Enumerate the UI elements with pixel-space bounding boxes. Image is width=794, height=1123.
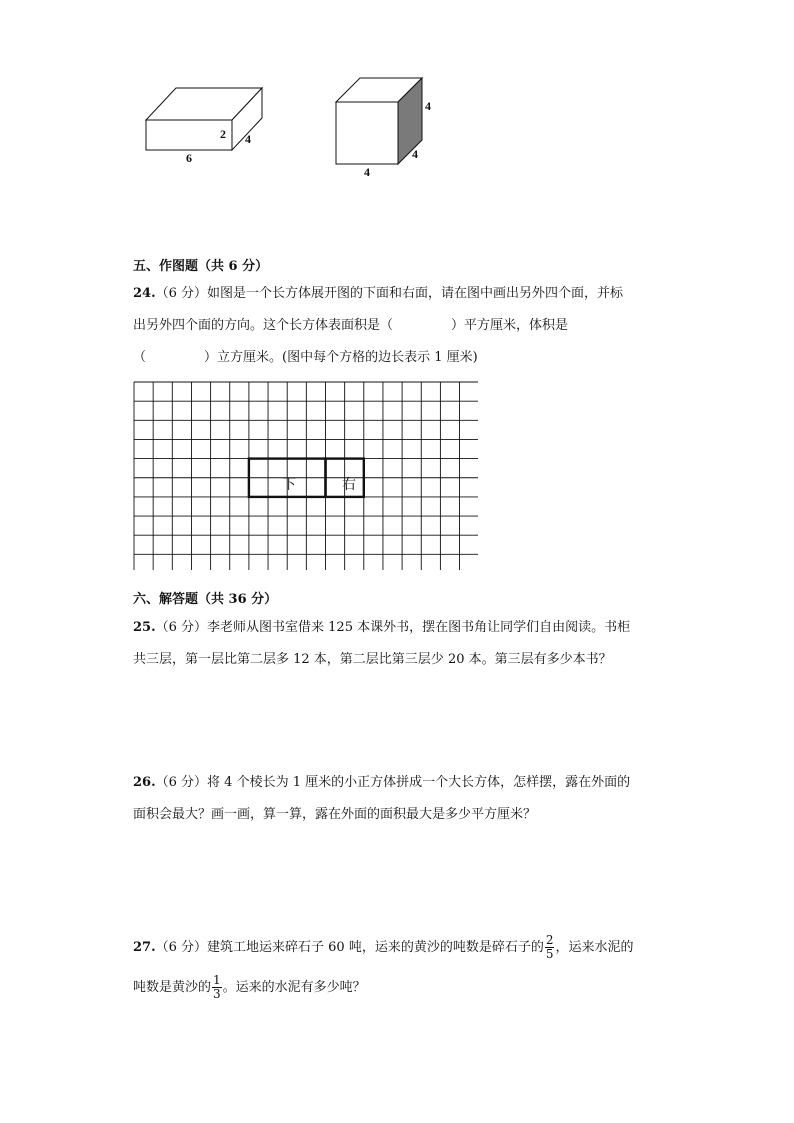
q24-line-3: （ ）立方厘米。(图中每个方格的边长表示 1 厘米) bbox=[133, 350, 478, 365]
q25-line-1: 25.（6 分）李老师从图书室借来 125 本课外书，摆在图书角让同学们自由阅读。书柜 bbox=[133, 620, 631, 635]
cube-depth-label: 4 bbox=[412, 147, 418, 161]
q25-line-2: 共三层，第一层比第二层多 12 本，第二层比第三层少 20 本。第三层有多少本书？ bbox=[133, 652, 612, 667]
question-25 bbox=[133, 612, 673, 676]
question-26 bbox=[133, 767, 673, 831]
q26-number: 26. bbox=[133, 775, 156, 790]
q26-line-2: 面积会最大？画一画，算一算，露在外面的面积最大是多少平方厘米？ bbox=[133, 807, 537, 822]
question-24 bbox=[133, 278, 673, 374]
grid-label-bottom-face: 下 bbox=[282, 477, 296, 493]
q24-line-1: 24.（6 分）如图是一个长方体展开图的下面和右面，请在图中画出另外四个面，并标 bbox=[133, 286, 624, 301]
cube-height-label: 4 bbox=[425, 99, 431, 113]
q24-number: 24. bbox=[133, 286, 156, 301]
q26-line-1: 26.（6 分）将 4 个棱长为 1 厘米的小正方体拼成一个大长方体，怎样摆，露在外面的 bbox=[133, 775, 631, 790]
q25-number: 25. bbox=[133, 620, 156, 635]
q27-fraction-one-third: $\frac{1}{3}$ bbox=[213, 973, 221, 1001]
cuboid-height-label: 2 bbox=[220, 127, 226, 141]
section-6-title: 六、解答题（共 36 分） bbox=[133, 592, 278, 607]
section-5-title: 五、作图题（共 6 分） bbox=[133, 259, 269, 274]
question-27 bbox=[133, 928, 673, 1008]
q27-line-1: 27.（6 分）建筑工地运来碎石子 60 吨，运来的黄沙的吨数是碎石子的 $\frac{2}{5}$ ，运来水泥的 bbox=[133, 933, 634, 961]
q24-line-2: 出另外四个面的方向。这个长方体表面积是（ ）平方厘米，体积是 bbox=[133, 318, 569, 333]
cuboid-depth-label: 4 bbox=[245, 132, 251, 146]
cuboid-width-label: 6 bbox=[186, 151, 192, 165]
cube-figure bbox=[330, 72, 440, 182]
cuboid-figure bbox=[140, 80, 280, 170]
cube-front-face bbox=[336, 102, 398, 164]
grid-label-right-face: 右 bbox=[342, 477, 356, 493]
q27-line-2: 吨数是黄沙的 $\frac{1}{3}$ 。运来的水泥有多少吨？ bbox=[133, 973, 366, 1001]
q27-number: 27. bbox=[133, 940, 156, 955]
cube-width-label: 4 bbox=[364, 165, 370, 179]
q27-fraction-two-fifths: $\frac{2}{5}$ bbox=[545, 933, 554, 961]
